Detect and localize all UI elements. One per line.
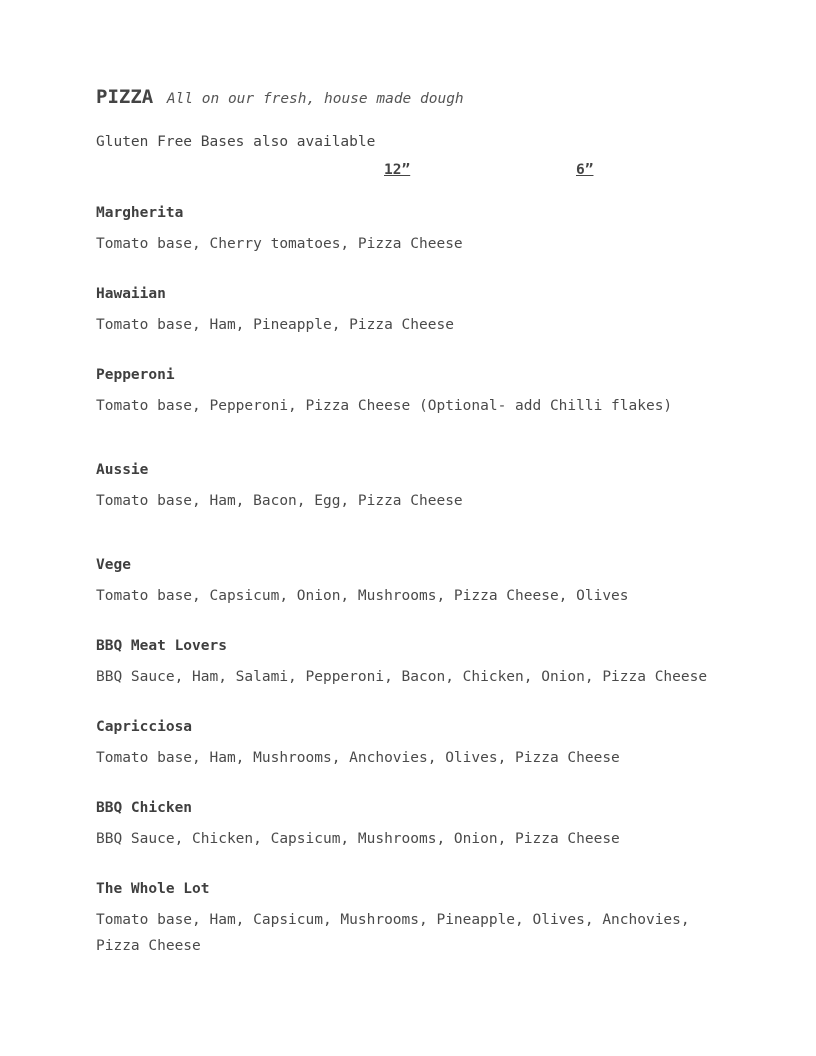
item-name: Pepperoni <box>96 367 175 383</box>
menu-header <box>96 86 464 108</box>
item-description: Tomato base, Pepperoni, Pizza Cheese (Optional- add Chilli flakes) <box>96 398 673 414</box>
item-name: BBQ Meat Lovers <box>96 638 227 654</box>
page-subtitle: All on our fresh, house made dough <box>166 91 464 107</box>
item-description: BBQ Sauce, Chicken, Capsicum, Mushrooms, Onion, Pizza Cheese <box>96 831 620 847</box>
menu-item-pepperoni <box>96 366 736 419</box>
menu-item-the-whole-lot <box>96 880 736 959</box>
item-description: Tomato base, Capsicum, Onion, Mushrooms, Pizza Cheese, Olives <box>96 588 629 604</box>
page-title: PIZZA <box>96 86 154 108</box>
item-name: Capricciosa <box>96 719 193 735</box>
menu-item-aussie <box>96 461 736 514</box>
item-description: Tomato base, Ham, Pineapple, Pizza Cheese <box>96 317 454 333</box>
menu-item-bbq-chicken <box>96 799 736 852</box>
item-description: Tomato base, Cherry tomatoes, Pizza Cheese <box>96 236 463 252</box>
item-name: BBQ Chicken <box>96 800 193 816</box>
gluten-free-note: Gluten Free Bases also available <box>96 134 376 150</box>
size-12-header: 12” <box>384 162 411 178</box>
menu-item-margherita <box>96 204 736 257</box>
item-description: Tomato base, Ham, Capsicum, Mushrooms, Pineapple, Olives, Anchovies, Pizza Cheese <box>96 912 690 954</box>
item-name: The Whole Lot <box>96 881 210 897</box>
item-name: Margherita <box>96 205 184 221</box>
item-name: Aussie <box>96 462 149 478</box>
item-description: Tomato base, Ham, Mushrooms, Anchovies, Olives, Pizza Cheese <box>96 750 620 766</box>
item-description: BBQ Sauce, Ham, Salami, Pepperoni, Bacon, Chicken, Onion, Pizza Cheese <box>96 669 708 685</box>
item-name: Vege <box>96 557 131 573</box>
menu-item-bbq-meat-lovers <box>96 637 736 690</box>
menu-item-capricciosa <box>96 718 736 771</box>
item-description: Tomato base, Ham, Bacon, Egg, Pizza Cheese <box>96 493 463 509</box>
menu-item-vege <box>96 556 736 609</box>
item-name: Hawaiian <box>96 286 166 302</box>
menu-item-hawaiian <box>96 285 736 338</box>
size-6-header: 6” <box>576 162 594 178</box>
